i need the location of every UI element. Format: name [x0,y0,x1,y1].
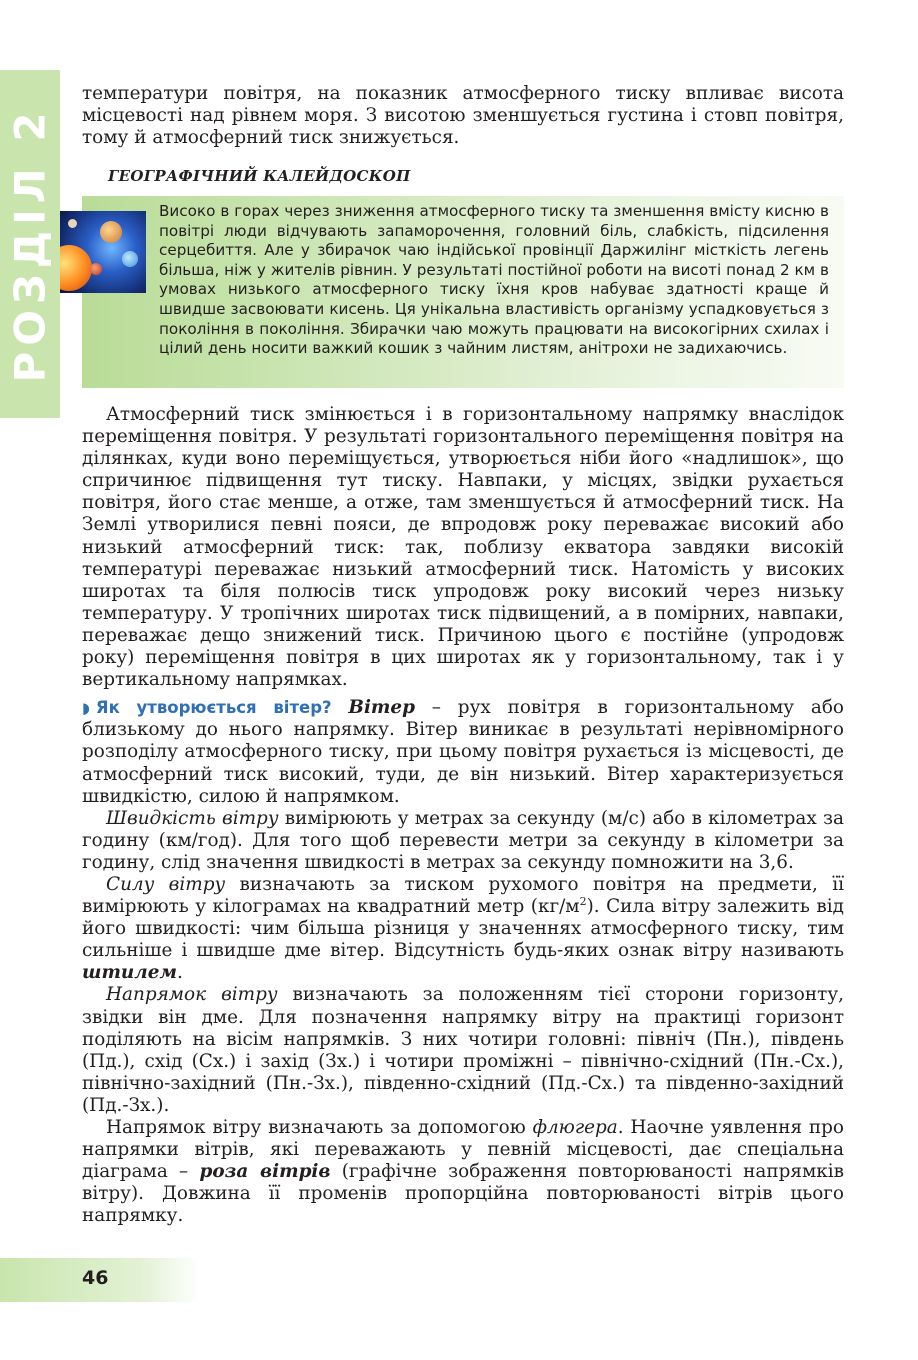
bullet-icon: ◗ [82,699,90,718]
red-planet [90,263,102,275]
wind-paragraph [82,697,844,807]
page-number: 46 [82,1267,109,1289]
direction-paragraph [82,984,844,1117]
intro-block [82,83,844,149]
section-label: РОЗДІЛ 2 [5,105,55,383]
sun-planet [60,245,92,291]
force-text-a: визначають за тиском рухомого повітря на предмети, її вимірюють у кілограмах на квадратний метр (кг/м [82,873,844,918]
kaleidoscope-text: Високо в горах через зниження атмосферного тиску та зменшення вмісту кисню в повітрі люди відчувають запаморочення, головний біль, слабкість, підсилення серцебиття. Але у збирачок чаю індійської провінції Даржилінг місткість легень більша, ніж у жителів рівнин. У результаті постійної роботи на висоті понад 2 км в умовах низького атмосферного тиску їхня кров набуває здатності краще й швидше засвоювати кисень. Ця унікальна властивість організму успадковується з покоління в покоління. Збирачки чаю можуть працювати на високогірних схилах і цілий день носити важкий кошик з чайним листям, анітрохи не задихаючись. [159,202,829,358]
force-end: . [176,962,183,984]
speed-text: вимірюють у метрах за секунду (м/с) або в кілометрах за годину (км/год). Для того щоб перевести метри за секунду в кілометри за годину, слід значення швидкості в метрах за секунду помножити на 3,6. [82,807,844,873]
wind-question: Як утворюється вітер? [95,698,332,718]
calm-term: штилем [82,962,177,984]
wind-definition: – рух повітря в горизонтальному або близькому до нього напрямку. Вітер виникає в результаті нерівномірного розподілу атмосферного тиску, при цьому повітря рухається із місцевості, де атмосферний тиск високий, туди, де він низький. Вітер характеризується швидкістю, силою й напрямком. [82,697,844,807]
planets-image [60,211,146,293]
section-label-wrap [0,70,60,418]
force-text-b: ). Сила вітру залежить від його швидкості: чим більша різниця у значеннях атмосферного тиску, тим сильніше і швидше дме вітер. Відсутність будь-яких ознак вітру називають [82,896,844,962]
force-sup: 2 [579,894,587,908]
vane-paragraph [82,1117,844,1227]
vane-text-c: (графічне зображення повторюваності напрямків вітру). Довжина її променів пропорційна повторюваності вітрів цього напрямку. [82,1161,844,1227]
speed-paragraph [82,808,844,874]
pressure-paragraph: Атмосферний тиск змінюється і в горизонтальному напрямку внаслідок переміщення повітря. У результаті горизонтального переміщення повітря на ділянках, куди воно переміщується, утворюється ніби його «надлишок», що спричинює підвищення тут тиску. Навпаки, у місцях, звідки рухається повітря, його стає менше, а отже, там зменшується й атмосферний тиск. На Землі утворилися певні пояси, де впродовж року переважає високий або низький атмосферний тиск: так, поблизу екватора завдяки високій температурі переважає низький атмосферний тиск. Натомість у високих широтах та біля полюсів тиск упродовж року високий через низьку температуру. У тропічних широтах тиск підвищений, а в помірних, навпаки, переважає дещо знижений тиск. Причиною цього є постійне (упродовж року) переміщення повітря в цих широтах як у горизонтальному, так і у вертикальному напрямках. [82,404,844,691]
kaleidoscope-title: ГЕОГРАФІЧНИЙ КАЛЕЙДОСКОП [108,167,411,185]
ringed-planet [100,221,122,243]
force-paragraph [82,874,844,984]
force-term: Силу вітру [106,873,226,895]
direction-term: Напрямок вітру [106,984,278,1006]
wind-term: Вітер [348,697,415,719]
vane-text-a: Напрямок вітру визначають за допомогою [106,1117,533,1138]
blue-planet [122,251,138,267]
direction-text: визначають за положенням тієї сторони горизонту, звідки він дме. Для позначення напрямку вітру на практиці горизонт поділяють на вісім напрямків. З них чотири головні: північ (Пн.), південь (Пд.), схід (Сх.) і захід (Зх.) і чотири проміжні – північно-східний (Пн.-Сх.), північно-західний (Пн.-Зх.), південно-східний (Пд.-Сх.) та південно-західний (Пд.-Зх.). [82,984,844,1116]
intro-paragraph: температури повітря, на показник атмосферного тиску впливає висота місцевості над рівнем моря. З висотою зменшується густина і стовп повітря, тому й атмосферний тиск знижується. [82,83,844,149]
rose-term: роза вітрів [199,1161,331,1183]
main-text [82,404,844,1227]
small-planet [68,219,77,228]
vane-term: флюгера [532,1117,618,1138]
vane-text-b: . Наочне уявлення про напрямки вітрів, які переважають у певній місцевості, дає спеціальна діаграма – [82,1117,844,1183]
speed-term: Швидкість вітру [106,807,279,829]
